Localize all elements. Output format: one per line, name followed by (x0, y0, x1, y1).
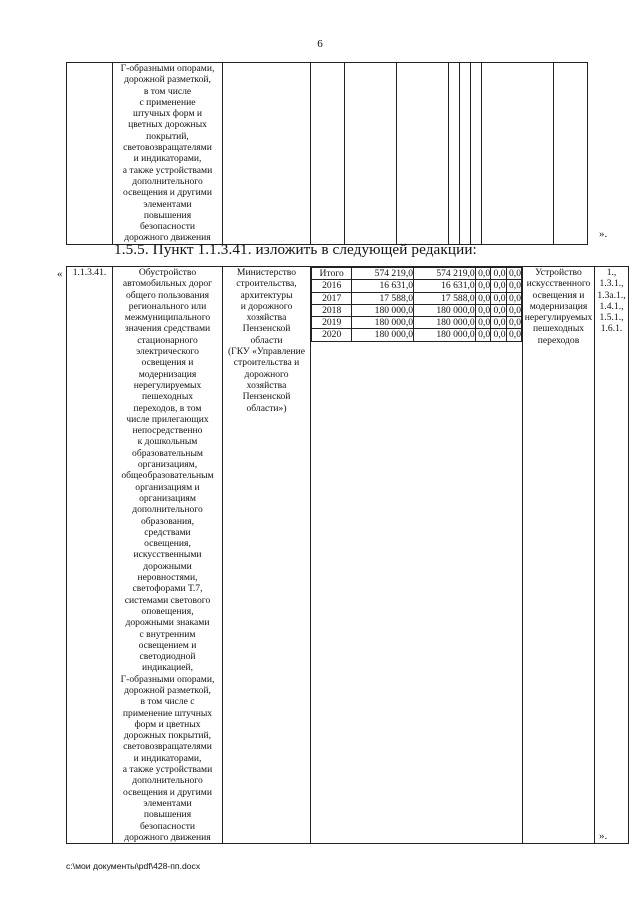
finance-year: 2020 (312, 329, 352, 341)
empty-cell (397, 63, 449, 245)
file-path: c:\мои документы\pdf\428-пп.docx (66, 861, 201, 871)
top-closing-quote: ». (599, 228, 608, 240)
finance-year: 2017 (312, 292, 352, 304)
finance-col: 0,0 (491, 304, 506, 316)
item-description: Обустройство автомобильных дорог общего пользования регионального или межмуниципального значения средствами стационарного электрического освещения и модернизация нерегулируемых пешеходных переходов, в том числе прилегающих непосредственно к дошкольным образовательным организациям, общеобразовательным организациям и организациям дополнительного образования, средствами освещения, искусственными дорожными неровностями, светофорами Т.7, системами светового оповещения, дорожными знаками с внутренним освещением и светодиодной индикацией, Г-образными опорами, дорожной разметкой, в том числе с применение штучных форм и цветных дорожных покрытий, световозвращателями и индикаторами, а также устройствами дополнительного освещения и другими элементами повышения безопасности дорожного движения (113, 267, 223, 844)
finance-row (312, 329, 522, 341)
finance-col: 0,0 (506, 304, 521, 316)
finance-regional: 180 000,0 (414, 317, 476, 329)
finance-cell (311, 267, 523, 844)
closing-quote: ». (599, 830, 608, 842)
section-heading: 1.5.5. Пункт 1.1.3.41. изложить в следующей редакции: (114, 241, 477, 258)
finance-col: 0,0 (475, 292, 490, 304)
finance-year: 2016 (312, 280, 352, 292)
finance-col: 0,0 (475, 280, 490, 292)
finance-row (312, 280, 522, 292)
finance-total: 180 000,0 (352, 304, 414, 316)
item-executor: Министерство строительства, архитектуры и дорожного хозяйства Пензенской области (ГКУ «Управление строительства и дорожного хозяйства Пензенской области») (223, 267, 311, 844)
finance-total: 180 000,0 (352, 329, 414, 341)
finance-row (312, 304, 522, 316)
finance-col: 0,0 (491, 329, 506, 341)
finance-col: 0,0 (506, 292, 521, 304)
finance-row (312, 268, 522, 280)
item-result: Устройство искусственного освещения и модернизация нерегулируемых пешеходных переходов (523, 267, 595, 844)
finance-year: 2019 (312, 317, 352, 329)
empty-cell (345, 63, 397, 245)
finance-total: 180 000,0 (352, 317, 414, 329)
finance-col: 0,0 (475, 329, 490, 341)
finance-regional: 17 588,0 (414, 292, 476, 304)
finance-col: 0,0 (491, 280, 506, 292)
empty-cell (460, 63, 471, 245)
page-number: 6 (317, 38, 323, 50)
finance-col: 0,0 (491, 317, 506, 329)
empty-cell (471, 63, 482, 245)
finance-total: 16 631,0 (352, 280, 414, 292)
finance-year: Итого (312, 268, 352, 280)
finance-regional: 180 000,0 (414, 329, 476, 341)
empty-cell (554, 63, 588, 245)
finance-col: 0,0 (506, 329, 521, 341)
finance-col: 0,0 (475, 317, 490, 329)
finance-col: 0,0 (475, 268, 490, 280)
main-table (66, 266, 629, 844)
finance-year: 2018 (312, 304, 352, 316)
empty-cell (449, 63, 460, 245)
empty-cell (67, 63, 113, 245)
item-indicators: 1., 1.3.1., 1.3а.1., 1.4.1., 1.5.1., 1.6.1. (595, 267, 629, 844)
empty-cell (311, 63, 345, 245)
finance-col: 0,0 (506, 317, 521, 329)
finance-regional: 574 219,0 (414, 268, 476, 280)
finance-col: 0,0 (491, 292, 506, 304)
finance-row (312, 292, 522, 304)
finance-row (312, 317, 522, 329)
continuation-table (66, 62, 588, 245)
finance-total: 17 588,0 (352, 292, 414, 304)
finance-col: 0,0 (491, 268, 506, 280)
continuation-description: Г-образными опорами, дорожной разметкой, в том числе с применение штучных форм и цветных дорожных покрытий, световозвращателями и индикаторами, а также устройствами дополнительного освещения и другими элементами повышения безопасности дорожного движения (113, 63, 223, 245)
empty-cell (482, 63, 554, 245)
finance-col: 0,0 (506, 280, 521, 292)
finance-col: 0,0 (475, 304, 490, 316)
finance-total: 574 219,0 (352, 268, 414, 280)
finance-col: 0,0 (506, 268, 521, 280)
item-number: 1.1.3.41. (67, 267, 113, 844)
opening-quote: « (57, 268, 63, 280)
empty-cell (223, 63, 311, 245)
finance-subtable (311, 267, 522, 342)
finance-regional: 16 631,0 (414, 280, 476, 292)
finance-regional: 180 000,0 (414, 304, 476, 316)
